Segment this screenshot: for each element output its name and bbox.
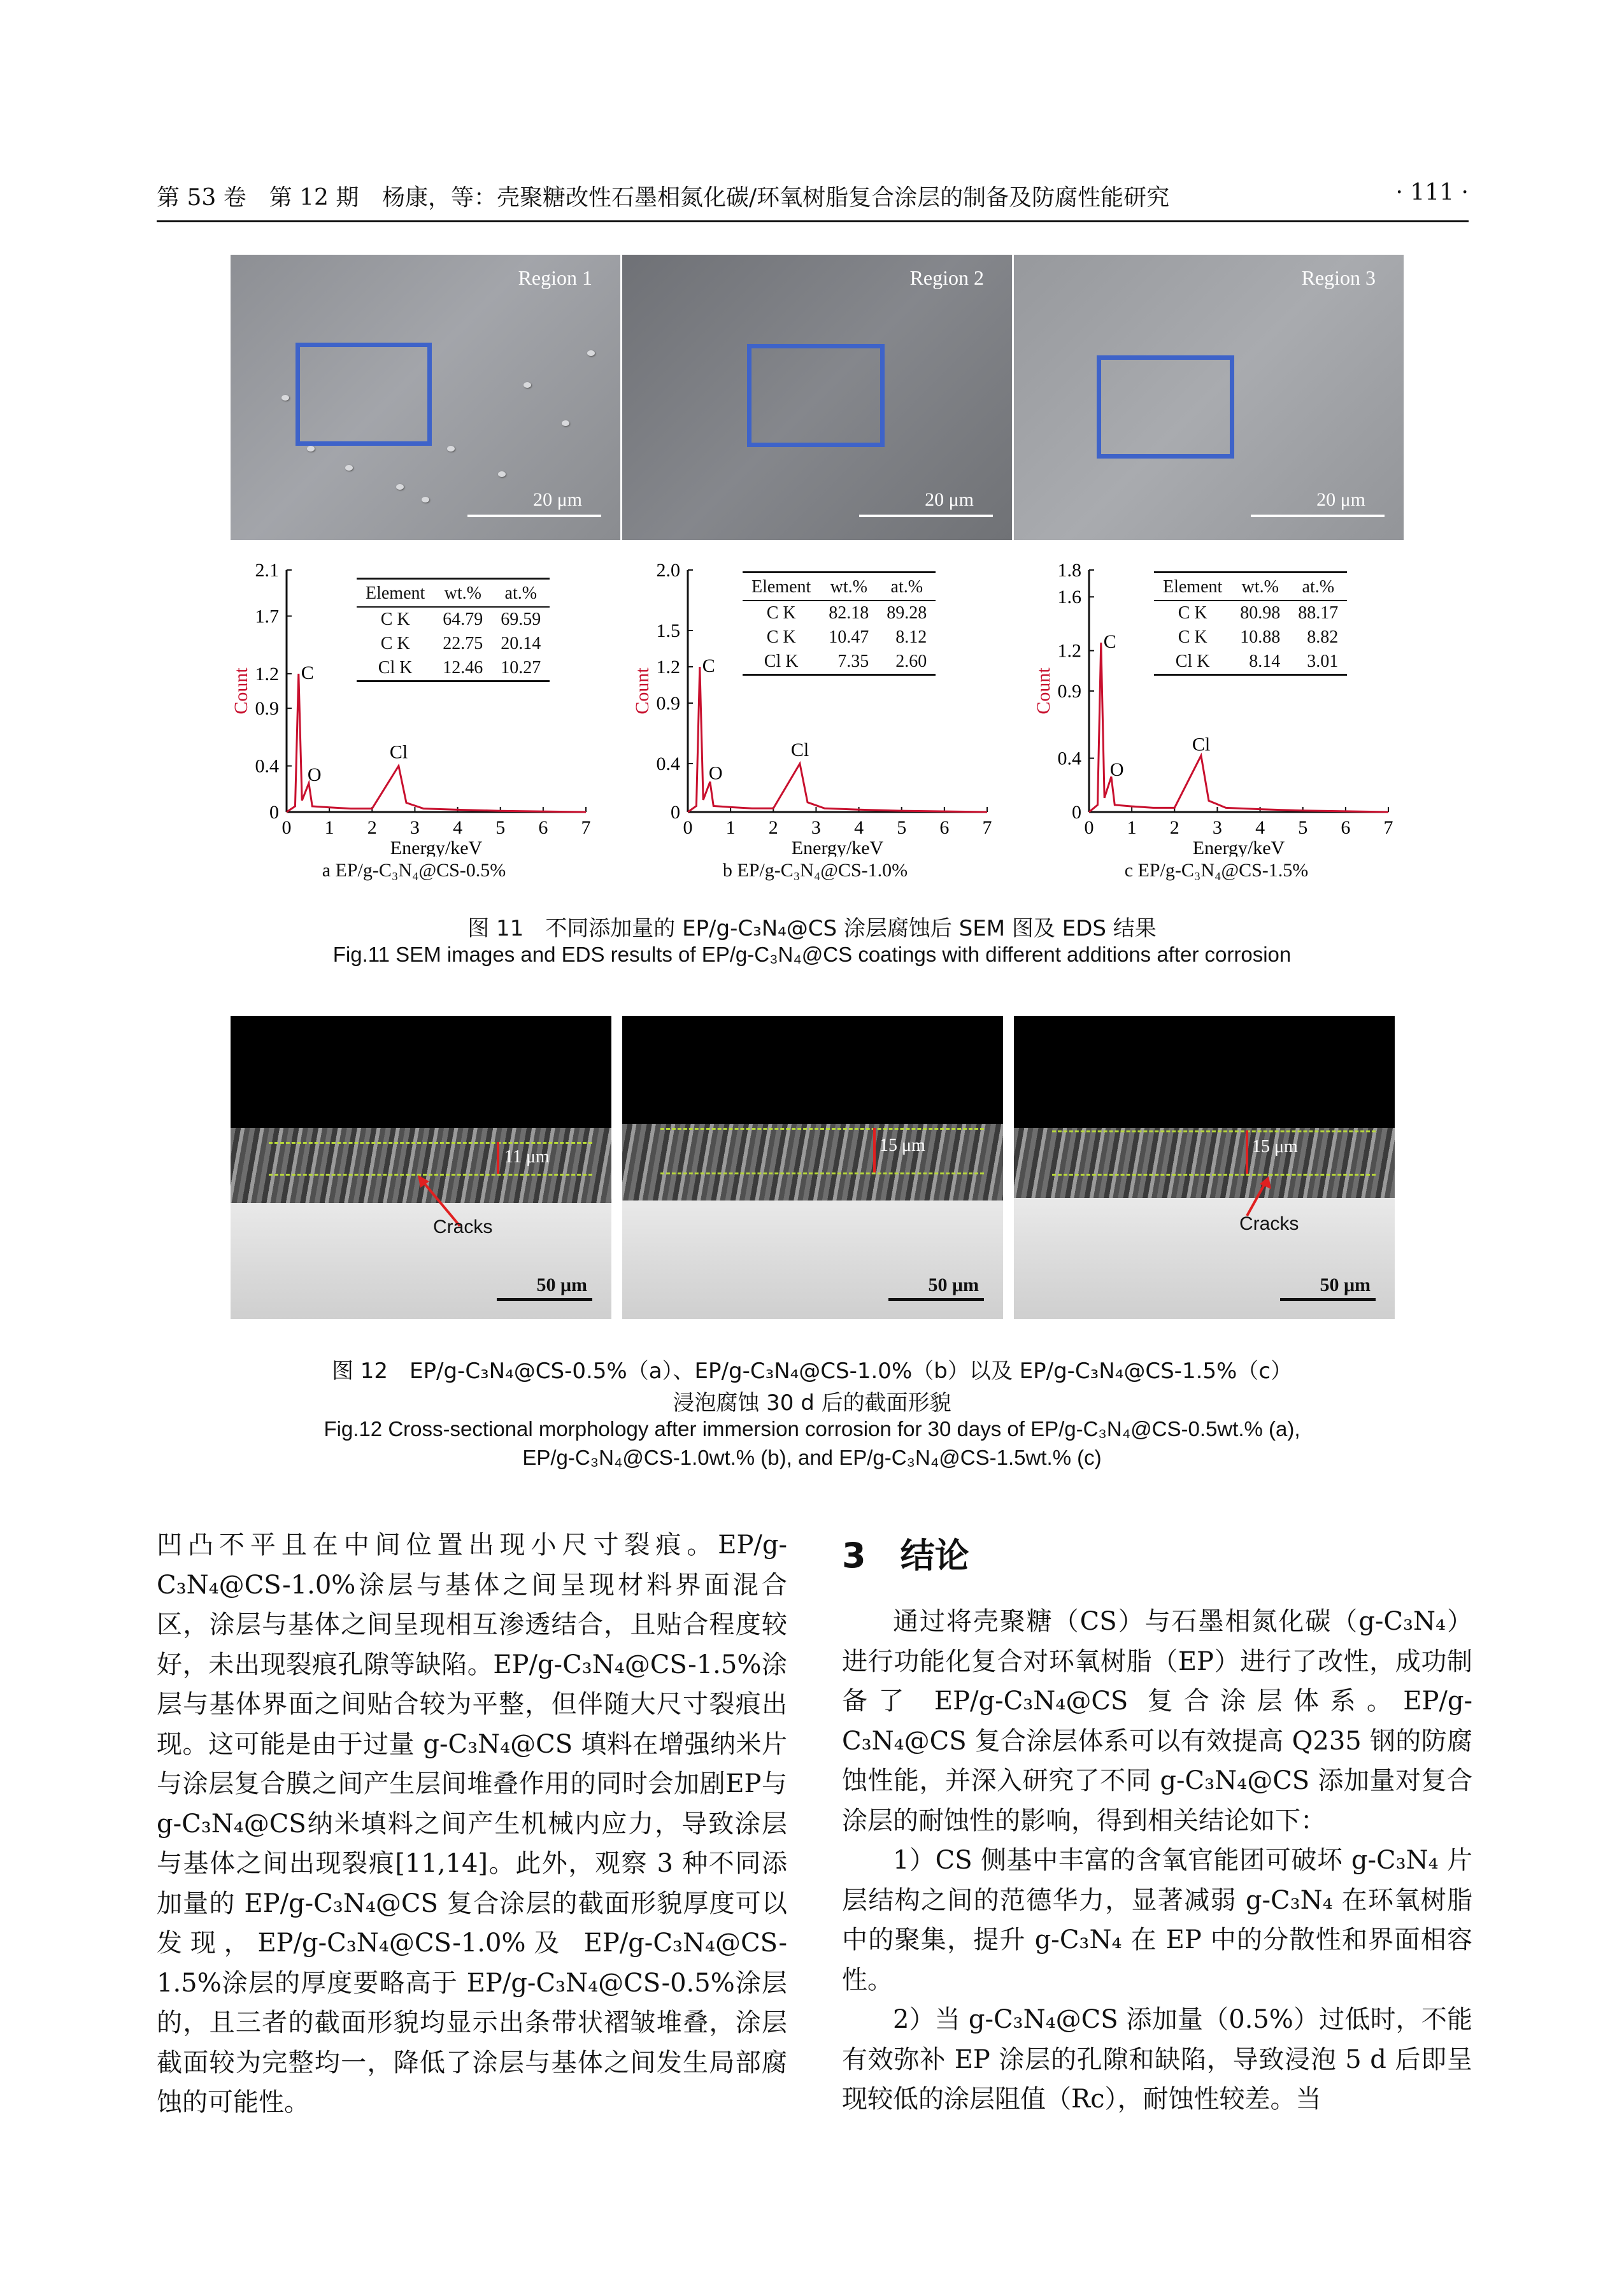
thickness-label: 15 μm [1252,1137,1298,1157]
table-cell: 82.18 [829,603,869,623]
eds-label-b: b EP/g-C₃N₄@CS-1.0% [722,860,908,881]
sem-selection-box [1097,355,1234,459]
table-cell: Cl K [1175,652,1210,671]
table-cell: 10.27 [501,658,541,678]
x-tick-label: 5 [897,817,907,838]
x-tick-label: 6 [1341,817,1351,838]
y-axis-label: Count [632,667,653,715]
x-tick-label: 3 [1212,817,1222,838]
journal-volume: 第 53 卷 第 12 期 [157,185,359,211]
scale-label: 50 μm [536,1274,587,1295]
table-cell: 8.12 [895,627,927,647]
table-cell: Cl K [378,658,413,678]
cross-section-c [1014,1016,1395,1319]
table-cell: 89.28 [887,603,927,623]
peak-label-o: O [307,764,322,785]
figure12-caption-cn-1: 图 12 EP/g-C₃N₄@CS-0.5%（a）、EP/g-C₃N₄@CS-1.0%（b）以及 EP/g-C₃N₄@CS-1.5%（c） [331,1358,1293,1384]
sem-selection-box [296,343,432,446]
table-cell: 10.47 [829,627,869,647]
table-cell: C K [1178,627,1207,647]
y-tick-label: 0.9 [1057,681,1081,702]
body-paragraph: 2）当 g-C₃N₄@CS 添加量（0.5%）过低时，不能有效弥补 EP 涂层的孔隙和缺陷，导致浸泡 5 d 后即呈现较低的涂层阻值（Rc），耐蚀性较差。当 [842,2005,1472,2114]
x-tick-label: 4 [854,817,864,838]
table-header: at.% [878,573,936,601]
y-tick-label: 1.6 [1057,587,1081,608]
x-axis-label: Energy/keV [791,837,884,857]
x-tick-label: 0 [281,817,292,838]
x-tick-label: 5 [1298,817,1308,838]
table-header: Element [743,573,820,601]
right-column [842,1602,1472,2120]
peak-label-o: O [708,762,723,784]
peak-label-c: C [1103,631,1116,652]
peak-label-cl: Cl [389,741,408,763]
table-cell: 88.17 [1298,603,1339,623]
figure12-caption-cn-2: 浸泡腐蚀 30 d 后的截面形貌 [673,1390,951,1416]
cracks-label: Cracks [1239,1213,1299,1234]
sem-scale-bar [1251,515,1385,517]
thickness-label: 11 μm [504,1147,550,1167]
y-tick-label: 1.8 [1057,560,1081,581]
table-header: Element [357,579,434,608]
y-tick-label: 0 [1072,802,1081,823]
section-title: 3 结论 [842,1535,969,1576]
table-cell: 2.60 [895,652,927,671]
table-cell: 7.35 [837,652,869,671]
y-tick-label: 1.2 [255,663,279,685]
figure11-caption-en: Fig.11 SEM images and EDS results of EP/g-C₃N₄@CS coatings with different additions after corrosion [332,943,1292,966]
x-tick-label: 1 [1127,817,1137,838]
y-tick-label: 0.4 [1057,748,1081,769]
y-tick-label: 0.9 [656,693,680,714]
y-tick-label: 0 [671,802,680,823]
x-axis-label: Energy/keV [1192,837,1285,857]
table-header: wt.% [1231,573,1289,601]
eds-label-c: c EP/g-C₃N₄@CS-1.5% [1124,860,1309,881]
x-tick-label: 3 [811,817,821,838]
table-cell: 8.14 [1249,652,1281,671]
scale-bar [888,1298,984,1301]
figure11-caption-cn: 图 11 不同添加量的 EP/g-C₃N₄@CS 涂层腐蚀后 SEM 图及 EDS 结果 [467,916,1157,941]
eds-spectrum-line [688,667,987,812]
y-tick-label: 0.9 [255,698,279,720]
scale-label: 50 μm [1320,1274,1371,1295]
sem-panel-2 [622,255,1012,540]
x-tick-label: 6 [939,817,950,838]
y-axis-label: Count [1033,667,1054,715]
eds-label-a: a EP/g-C₃N₄@CS-0.5% [322,860,506,881]
eds-chart-b [618,557,1013,901]
table-cell: 12.46 [443,658,483,678]
table-cell: 3.01 [1307,652,1339,671]
y-tick-label: 2.1 [255,560,279,581]
sem-scale-label: 20 μm [925,489,974,510]
table-header: at.% [1289,573,1347,601]
table-header: at.% [492,579,550,608]
x-tick-label: 1 [324,817,334,838]
header-rule [157,220,1469,222]
sem-region-label: Region 2 [909,266,984,289]
table-header: wt.% [434,579,492,608]
peak-label-cl: Cl [790,739,809,760]
running-title: 杨康，等：壳聚糖改性石墨相氮化碳/环氧树脂复合涂层的制备及防腐性能研究 [382,185,1170,211]
scale-label: 50 μm [928,1274,979,1295]
body-paragraph: 1）CS 侧基中丰富的含氧官能团可破坏 g-C₃N₄ 片层结构之间的范德华力，显著减弱 g-C₃N₄ 在环氧树脂中的聚集，提升 g-C₃N₄ 在 EP 中的分散性和界面相容性。 [842,1846,1472,1995]
table-cell: C K [766,603,796,623]
cross-section-a [231,1016,611,1319]
figure12-caption-en-1: Fig.12 Cross-sectional morphology after immersion corrosion for 30 days of EP/g-C₃N₄@CS-0.5wt.% (a), [324,1417,1300,1441]
y-tick-label: 1.2 [656,657,680,678]
sem-scale-bar [467,515,601,517]
table-header: wt.% [820,573,878,601]
table-header: Element [1154,573,1231,601]
x-tick-label: 4 [453,817,463,838]
cracks-label: Cracks [433,1216,493,1237]
scale-bar [1280,1298,1376,1301]
x-tick-label: 4 [1255,817,1265,838]
x-axis-label: Energy/keV [390,837,483,857]
scale-bar [497,1298,592,1301]
x-tick-label: 0 [683,817,693,838]
y-tick-label: 0.4 [255,755,279,777]
x-tick-label: 3 [410,817,420,838]
x-tick-label: 2 [1169,817,1179,838]
sem-scale-label: 20 μm [533,489,582,510]
y-tick-label: 1.5 [656,620,680,641]
table-cell: C K [380,609,410,629]
table-cell: 80.98 [1240,603,1281,623]
y-tick-label: 1.2 [1057,640,1081,662]
y-tick-label: 1.7 [255,606,279,627]
sem-scale-bar [859,515,993,517]
y-axis-label: Count [231,667,252,715]
cross-section-b [622,1016,1003,1319]
sem-region-label: Region 1 [518,266,592,289]
x-tick-label: 6 [538,817,548,838]
eds-chart-a [217,557,611,901]
x-tick-label: 7 [1383,817,1393,838]
table-cell: Cl K [764,652,799,671]
sem-selection-box [747,344,885,447]
table-cell: C K [380,634,410,653]
table-cell: C K [766,627,796,647]
peak-label-cl: Cl [1192,734,1211,755]
figure12-caption-en-2: EP/g-C₃N₄@CS-1.0wt.% (b), and EP/g-C₃N₄@CS-1.5wt.% (c) [522,1446,1102,1469]
table-cell: 69.59 [501,609,541,629]
peak-label-c: C [702,655,715,676]
x-tick-label: 7 [982,817,992,838]
eds-table-a [357,578,550,682]
sem-region-label: Region 3 [1301,266,1376,289]
page-number: · 111 · [1395,180,1469,206]
table-cell: 8.82 [1307,627,1339,647]
sem-scale-label: 20 μm [1316,489,1365,510]
eds-table-b [743,571,936,676]
table-cell: 20.14 [501,634,541,653]
body-paragraph: 通过将壳聚糖（CS）与石墨相氮化碳（g-C₃N₄）进行功能化复合对环氧树脂（EP）进行了改性，成功制备了 EP/g-C₃N₄@CS 复合涂层体系。EP/g-C₃N₄@CS 复合涂层体系可以有效提高 Q235 钢的防腐蚀性能，并深入研究了不同 g-C₃N₄@CS 添加量对复合涂层的耐蚀性的影响，得到相关结论如下： [842,1607,1472,1835]
eds-spectrum-line [287,674,586,812]
eds-chart-c [1019,557,1414,901]
table-cell: 10.88 [1240,627,1281,647]
table-cell: C K [1178,603,1207,623]
x-tick-label: 5 [495,817,506,838]
x-tick-label: 2 [367,817,377,838]
x-tick-label: 0 [1084,817,1094,838]
y-tick-label: 2.0 [656,560,680,581]
x-tick-label: 7 [581,817,591,838]
eds-table-c [1154,571,1347,676]
y-tick-label: 0 [269,802,279,823]
peak-label-c: C [301,662,314,683]
thickness-label: 15 μm [880,1136,925,1155]
x-tick-label: 2 [768,817,778,838]
x-tick-label: 1 [725,817,736,838]
left-column [157,1525,787,2123]
body-paragraph: 凹凸不平且在中间位置出现小尺寸裂痕。EP/g-C₃N₄@CS-1.0%涂层与基体之间呈现材料界面混合区，涂层与基体之间呈现相互渗透结合，且贴合程度较好，未出现裂痕孔隙等缺陷。EP/g-C₃N₄@CS-1.5%涂层与基体界面之间贴合较为平整，但伴随大尺寸裂痕出现。这可能是由于过量 g-C₃N₄@CS 填料在增强纳米片与涂层复合膜之间产生层间堆叠作用的同时会加剧EP与g-C₃N₄@CS纳米填料之间产生机械内应力，导致涂层与基体之间出现裂痕[11,14]。此外，观察 3 种不同添加量的 EP/g-C₃N₄@CS 复合涂层的截面形貌厚度可以发现，EP/g-C₃N₄@CS-1.0%及 EP/g-C₃N₄@CS-1.5%涂层的厚度要略高于 EP/g-C₃N₄@CS-0.5%涂层的，且三者的截面形貌均显示出条带状褶皱堆叠，涂层截面较为完整均一，降低了涂层与基体之间发生局部腐蚀的可能性。 [157,1530,787,2117]
table-cell: 22.75 [443,634,483,653]
y-tick-label: 0.4 [656,753,680,774]
table-cell: 64.79 [443,609,483,629]
sem-panel-1 [231,255,620,540]
peak-label-o: O [1109,759,1124,781]
sem-panel-3 [1014,255,1404,540]
